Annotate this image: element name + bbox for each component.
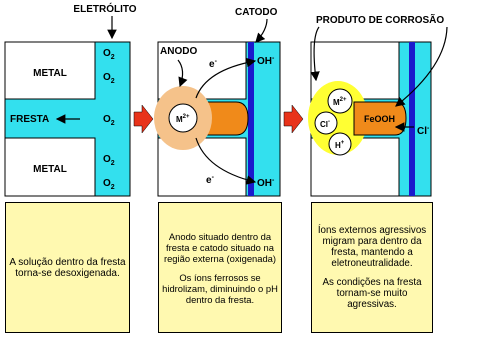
svg-text:O2: $O_2$: [103, 72, 115, 85]
fresta-label: FRESTA: [10, 114, 50, 125]
svg-text:O2: $O_2$: [103, 114, 115, 127]
cl-ion-label: Cl-: [320, 119, 330, 129]
caption-box-2: [158, 202, 282, 333]
cathode-strip: [248, 42, 254, 196]
caption-3-text-1: Íons externos agressivos migram para dentro da fresta, mantendo a eletroneutralidade.: [317, 225, 427, 269]
panel-2: [154, 7, 280, 196]
panel-3: [308, 13, 447, 196]
catodo-arrow: [256, 19, 267, 42]
h-ion-label: H+: [335, 140, 345, 150]
produto-label: PRODUTO DE CORROSÃO: [316, 15, 445, 26]
svg-text:O2: $O_2$: [103, 154, 115, 167]
cl-outside-label: Cl-: [417, 125, 430, 137]
m2plus-label: $M^{2+}$: [176, 114, 190, 124]
eletrolito-label: ELETRÓLITO: [73, 4, 137, 15]
electron-bottom: e-: [206, 174, 214, 186]
caption-3-text-2: As condições na fresta tornam-se muito agressivas.: [322, 277, 422, 310]
svg-text:O2: $O_2$: [103, 48, 115, 61]
step-arrow-2: [284, 105, 303, 133]
caption-box-1: [5, 202, 130, 333]
svg-text:O2: $O_2$: [103, 178, 115, 191]
anodo-label: ANODO: [160, 46, 198, 57]
feooh-label: FeOOH: [364, 114, 396, 124]
step-arrow-1: [134, 105, 153, 133]
m2plus-label-3: $M^{2+}$: [333, 97, 347, 107]
caption-2-text-1: Anodo situado dentro da fresta e catodo situado na região externa (oxigenada): [163, 230, 277, 264]
oh-bottom: OH-: [257, 177, 275, 189]
metal-top-label: METAL: [33, 68, 67, 79]
panel-1: [5, 2, 137, 196]
caption-2-text-2: Os íons ferrosos se hidrolizam, diminuindo o pH dentro da fresta.: [162, 271, 278, 305]
caption-1-text: A solução dentro da fresta torna-se desoxigenada.: [9, 256, 126, 279]
caption-box-3: [311, 202, 433, 333]
oh-top: OH-: [257, 55, 275, 67]
catodo-label: CATODO: [235, 7, 278, 18]
metal-bottom-label: METAL: [33, 164, 67, 175]
electron-top: e-: [209, 58, 217, 70]
panel3-cathode-strip: [409, 42, 415, 196]
